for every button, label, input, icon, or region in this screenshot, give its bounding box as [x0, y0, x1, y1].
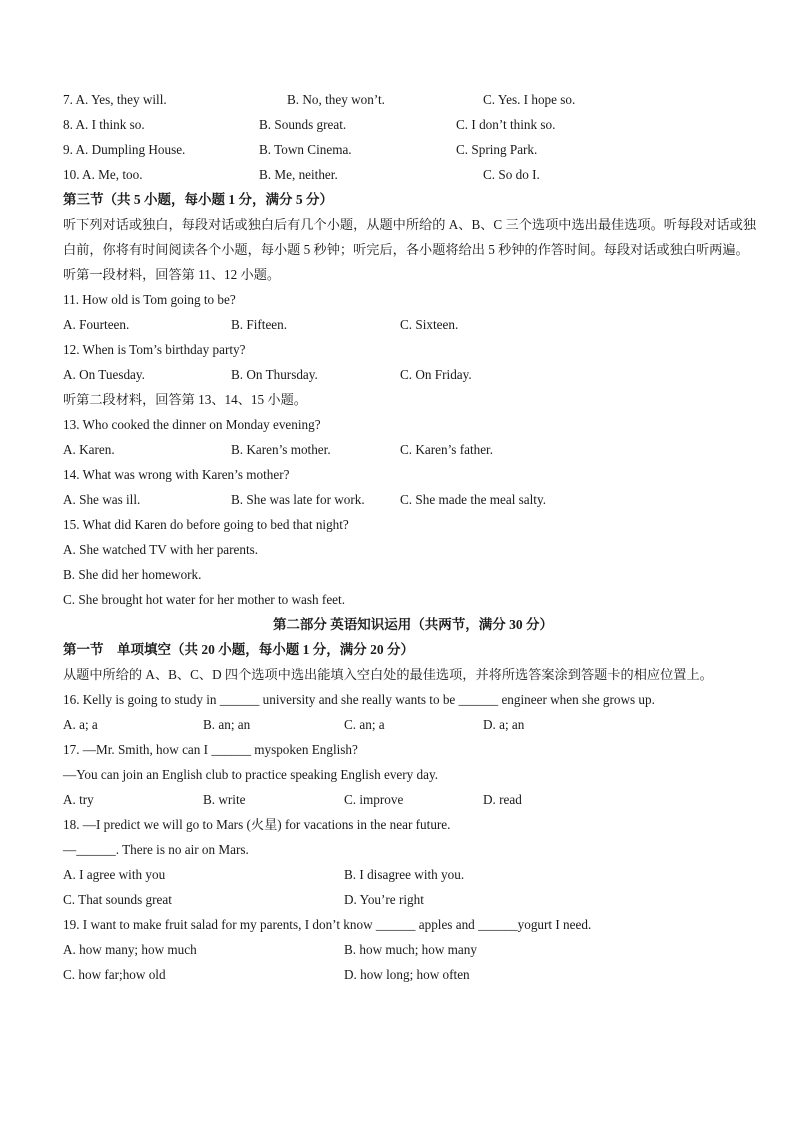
q10-option-b: B. Me, neither.	[259, 167, 338, 182]
q7-option-c: C. Yes. I hope so.	[483, 92, 576, 107]
section-1-heading: 第一节 单项填空（共 20 小题，每小题 1 分，满分 20 分）	[63, 642, 414, 657]
q18-option-c: C. That sounds great	[63, 892, 172, 907]
question-9	[63, 137, 763, 162]
q9-option-a: 9. A. Dumpling House.	[63, 142, 186, 157]
q12-option-c: C. On Friday.	[400, 367, 472, 382]
question-16-stem: 16. Kelly is going to study in ______ university and she really wants to be ______ engineer when she grows up.	[63, 692, 655, 707]
question-11-options	[63, 312, 763, 337]
q19-option-c: C. how far;how old	[63, 967, 166, 982]
q17-option-a: A. try	[63, 792, 94, 807]
section-3-heading: 第三节（共 5 小题，每小题 1 分，满分 5 分）	[63, 192, 333, 207]
q13-option-a: A. Karen.	[63, 442, 115, 457]
q10-option-a: 10. A. Me, too.	[63, 167, 143, 182]
question-12-stem: 12. When is Tom’s birthday party?	[63, 342, 246, 357]
question-7	[63, 87, 763, 112]
q15-option-a: A. She watched TV with her parents.	[63, 542, 259, 557]
question-19-stem: 19. I want to make fruit salad for my parents, I don’t know ______ apples and ______yogurt I need.	[63, 917, 592, 932]
q13-option-b: B. Karen’s mother.	[231, 442, 331, 457]
question-13-options	[63, 437, 763, 462]
question-14-stem: 14. What was wrong with Karen’s mother?	[63, 467, 290, 482]
question-18-stem: 18. —I predict we will go to Mars (火星) for vacations in the near future.	[63, 817, 451, 832]
question-13-stem: 13. Who cooked the dinner on Monday evening?	[63, 417, 321, 432]
q11-option-b: B. Fifteen.	[231, 317, 288, 332]
q8-option-b: B. Sounds great.	[259, 117, 347, 132]
q9-option-b: B. Town Cinema.	[259, 142, 352, 157]
q7-option-b: B. No, they won’t.	[287, 92, 385, 107]
part-2-heading: 第二部分 英语知识运用（共两节，满分 30 分）	[272, 617, 554, 632]
q18-option-d: D. You’re right	[344, 892, 424, 907]
question-17-reply: —You can join an English club to practice speaking English every day.	[63, 767, 439, 782]
q8-option-c: C. I don’t think so.	[456, 117, 556, 132]
q17-option-b: B. write	[203, 792, 246, 807]
material-1-label: 听第一段材料，回答第 11、12 小题。	[63, 267, 281, 282]
question-8	[63, 112, 763, 137]
question-17-stem: 17. —Mr. Smith, how can I ______ myspoken English?	[63, 742, 358, 757]
q11-option-a: A. Fourteen.	[63, 317, 130, 332]
q17-option-c: C. improve	[344, 792, 404, 807]
q14-option-a: A. She was ill.	[63, 492, 141, 507]
q16-option-c: C. an; a	[344, 717, 385, 732]
q7-option-a: 7. A. Yes, they will.	[63, 92, 167, 107]
question-18-options-cd	[63, 887, 763, 912]
q16-option-b: B. an; an	[203, 717, 251, 732]
question-19-options-cd	[63, 962, 763, 987]
q15-option-c: C. She brought hot water for her mother to wash feet.	[63, 592, 345, 607]
q10-option-c: C. So do I.	[483, 167, 540, 182]
q19-option-d: D. how long; how often	[344, 967, 470, 982]
q9-option-c: C. Spring Park.	[456, 142, 538, 157]
q18-option-b: B. I disagree with you.	[344, 867, 465, 882]
q14-option-c: C. She made the meal salty.	[400, 492, 547, 507]
q19-option-b: B. how much; how many	[344, 942, 477, 957]
q17-option-d: D. read	[483, 792, 522, 807]
q8-option-a: 8. A. I think so.	[63, 117, 145, 132]
section-1-instructions: 从题中所给的 A、B、C、D 四个选项中选出能填入空白处的最佳选项，并将所选答案涂到答题卡的相应位置上。	[63, 667, 713, 682]
question-16-options	[63, 712, 763, 737]
q19-option-a: A. how many; how much	[63, 942, 197, 957]
question-19-options-ab	[63, 937, 763, 962]
question-12-options	[63, 362, 763, 387]
q14-option-b: B. She was late for work.	[231, 492, 365, 507]
question-18-reply: —______. There is no air on Mars.	[63, 842, 249, 857]
q15-option-b: B. She did her homework.	[63, 567, 202, 582]
q12-option-a: A. On Tuesday.	[63, 367, 145, 382]
question-10	[63, 162, 763, 187]
q18-option-a: A. I agree with you	[63, 867, 166, 882]
question-18-options-ab	[63, 862, 763, 887]
material-2-label: 听第二段材料，回答第 13、14、15 小题。	[63, 392, 307, 407]
q16-option-d: D. a; an	[483, 717, 525, 732]
q13-option-c: C. Karen’s father.	[400, 442, 494, 457]
question-17-options	[63, 787, 763, 812]
exam-page	[63, 87, 763, 987]
q11-option-c: C. Sixteen.	[400, 317, 459, 332]
q12-option-b: B. On Thursday.	[231, 367, 318, 382]
question-14-options	[63, 487, 763, 512]
question-11-stem: 11. How old is Tom going to be?	[63, 292, 236, 307]
question-15-stem: 15. What did Karen do before going to bed that night?	[63, 517, 349, 532]
section-3-instructions: 听下列对话或独白，每段对话或独白后有几个小题，从题中所给的 A、B、C 三个选项中选出最佳选项。听每段对话或独白前，你将有时间阅读各个小题，每小题 5 秒钟；听完后，各小题将给出 5 秒钟的作答时间。每段对话或独白听两遍。	[63, 217, 757, 257]
q16-option-a: A. a; a	[63, 717, 98, 732]
